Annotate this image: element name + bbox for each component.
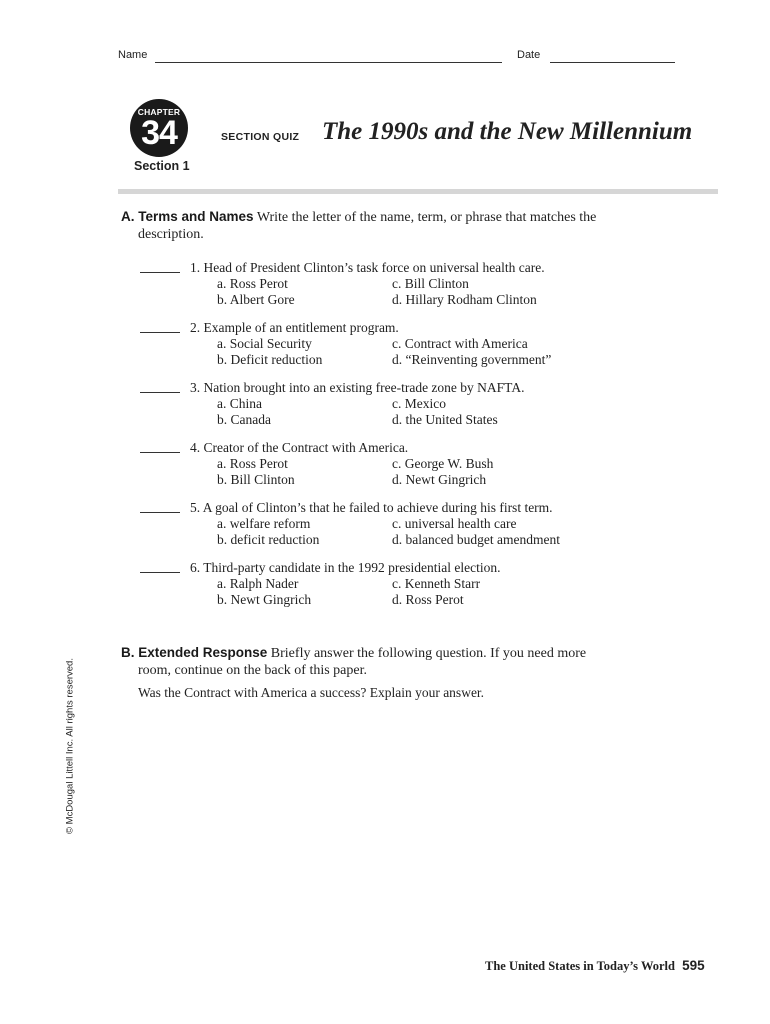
option-d: d. “Reinventing government” <box>392 352 552 367</box>
question-stem: 2. Example of an entitlement program. <box>190 320 399 335</box>
option-b: b. Albert Gore <box>217 292 295 307</box>
option-a: a. Ross Perot <box>217 456 288 471</box>
option-b: b. Bill Clinton <box>217 472 295 487</box>
quiz-label: SECTION QUIZ <box>221 131 300 143</box>
answer-blank[interactable] <box>140 512 180 513</box>
section-a-instruction-1: Write the letter of the name, term, or phrase that matches the <box>256 210 597 225</box>
option-b: b. Newt Gingrich <box>217 592 312 607</box>
option-d: d. Hillary Rodham Clinton <box>392 292 537 307</box>
option-b: b. Deficit reduction <box>217 352 323 367</box>
option-c: c. Kenneth Starr <box>392 576 481 591</box>
question-item <box>140 380 700 428</box>
question-item <box>140 260 700 308</box>
section-a-heading <box>121 208 641 243</box>
answer-blank[interactable] <box>140 452 180 453</box>
question-item <box>140 320 700 368</box>
option-d: d. Ross Perot <box>392 592 464 607</box>
option-c: c. Contract with America <box>392 336 528 351</box>
section-b-title: B. Extended Response <box>121 645 268 660</box>
page-title: The 1990s and the New Millennium <box>322 118 693 145</box>
page-number: 595 <box>682 958 705 973</box>
chapter-label: CHAPTER <box>137 107 181 117</box>
option-b: b. Canada <box>217 412 271 427</box>
section-b-instruction-2: room, continue on the back of this paper. <box>138 663 367 678</box>
copyright-notice: © McDougal Littell Inc. All rights reserved. <box>64 658 76 834</box>
option-a: a. Social Security <box>217 336 312 351</box>
option-c: c. George W. Bush <box>392 456 494 471</box>
answer-blank[interactable] <box>140 572 180 573</box>
chapter-number: 34 <box>141 114 177 152</box>
section-b-heading <box>121 644 641 679</box>
question-stem: 6. Third-party candidate in the 1992 presidential election. <box>190 560 501 575</box>
option-c: c. Bill Clinton <box>392 276 469 291</box>
date-field[interactable] <box>550 62 675 63</box>
chapter-badge <box>130 99 188 157</box>
question-stem: 3. Nation brought into an existing free-trade zone by NAFTA. <box>190 380 525 395</box>
question-stem: 5. A goal of Clinton’s that he failed to achieve during his first term. <box>190 500 553 515</box>
option-a: a. China <box>217 396 262 411</box>
question-item <box>140 440 700 488</box>
section-a-title: A. Terms and Names <box>121 209 254 224</box>
name-field[interactable] <box>155 62 502 63</box>
section-b-instruction-1: Briefly answer the following question. If you need more <box>270 646 587 661</box>
option-c: c. universal health care <box>392 516 517 531</box>
extended-response-question: Was the Contract with America a success? Explain your answer. <box>138 685 485 700</box>
option-b: b. deficit reduction <box>217 532 320 547</box>
option-a: a. Ralph Nader <box>217 576 299 591</box>
option-a: a. Ross Perot <box>217 276 288 291</box>
question-stem: 1. Head of President Clinton’s task force on universal health care. <box>190 260 545 275</box>
section-a-instruction-2: description. <box>138 227 204 242</box>
page-footer <box>485 958 705 974</box>
option-d: d. balanced budget amendment <box>392 532 560 547</box>
option-c: c. Mexico <box>392 396 446 411</box>
option-d: d. Newt Gingrich <box>392 472 487 487</box>
section-label: Section 1 <box>134 159 190 173</box>
question-stem: 4. Creator of the Contract with America. <box>190 440 409 455</box>
answer-blank[interactable] <box>140 392 180 393</box>
answer-blank[interactable] <box>140 272 180 273</box>
option-a: a. welfare reform <box>217 516 311 531</box>
option-d: d. the United States <box>392 412 498 427</box>
divider <box>118 189 718 194</box>
question-item <box>140 560 700 608</box>
name-label: Name <box>118 49 148 61</box>
question-item <box>140 500 700 548</box>
date-label: Date <box>517 49 541 61</box>
book-title: The United States in Today’s World <box>485 959 675 973</box>
answer-blank[interactable] <box>140 332 180 333</box>
